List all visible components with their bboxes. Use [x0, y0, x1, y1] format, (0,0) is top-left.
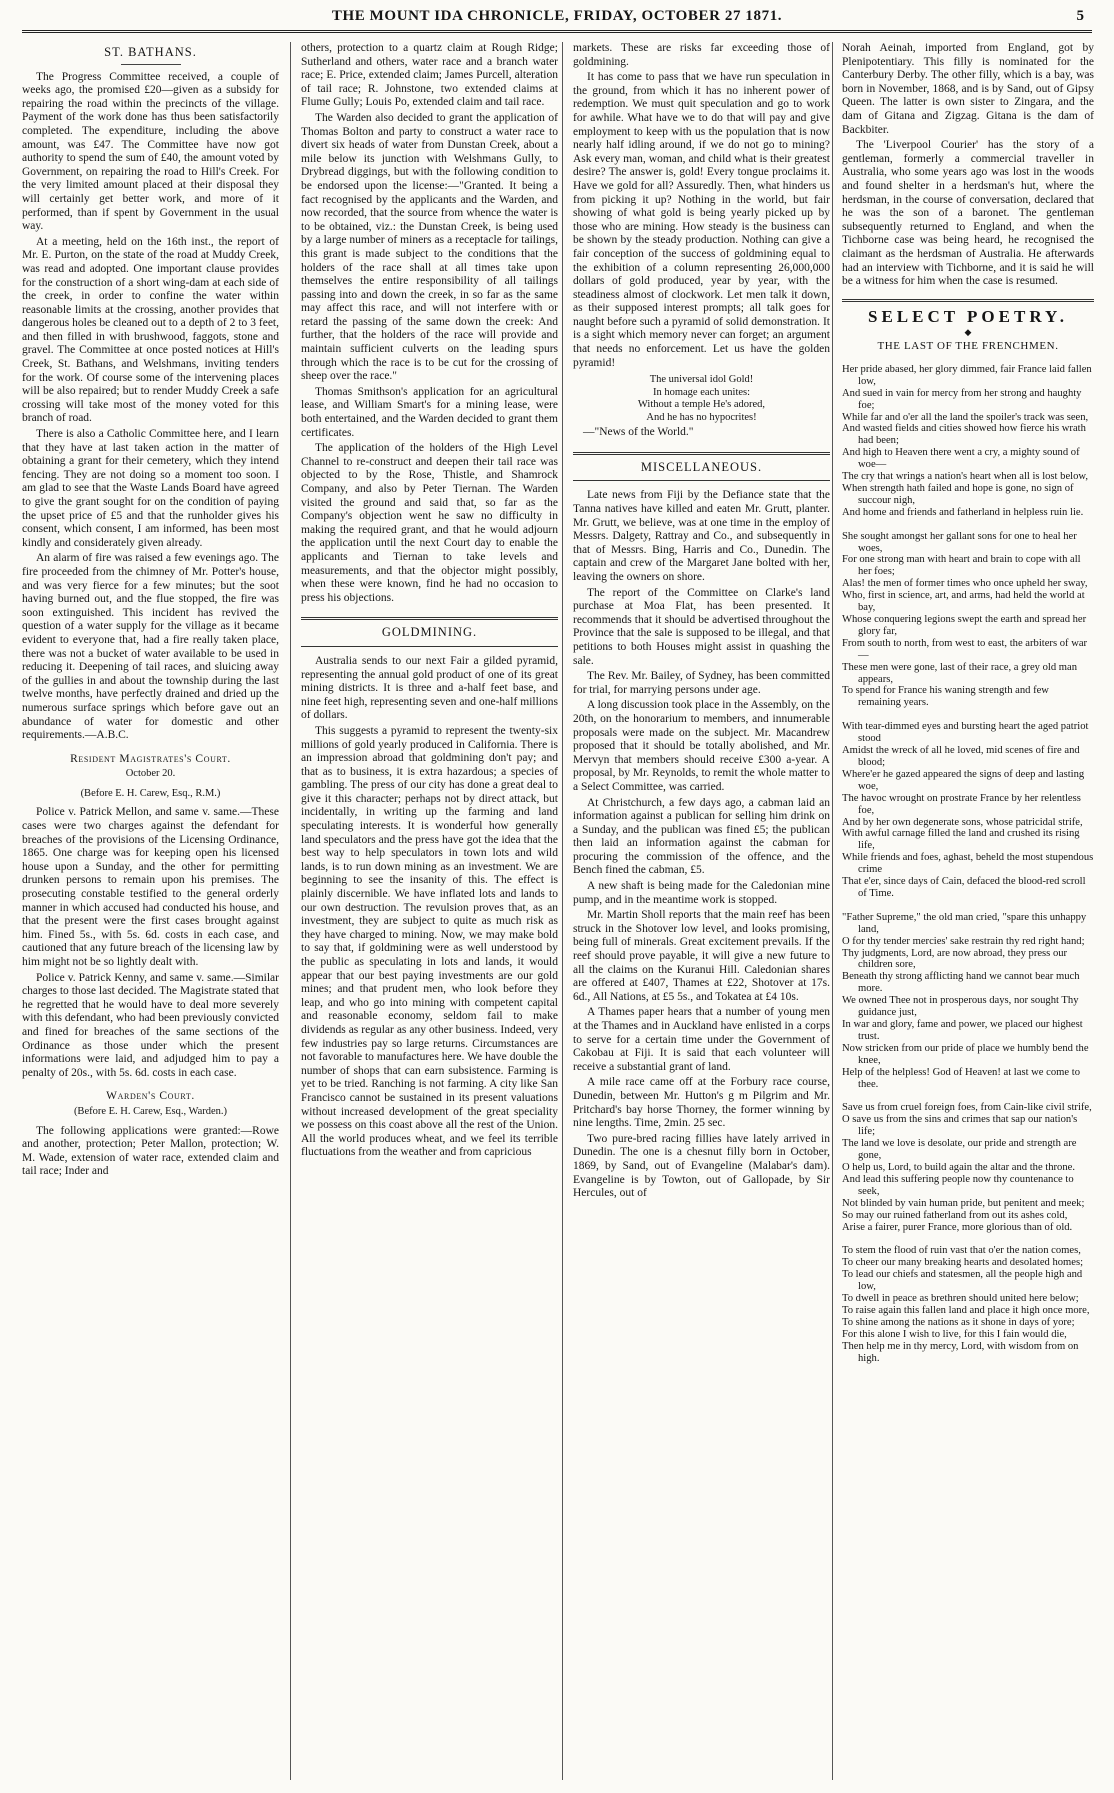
poem-line: Where'er he gazed appeared the signs of deep and lasting woe,	[842, 768, 1085, 792]
poem-body	[842, 364, 1094, 1365]
poem-line: Not blinded by vain human pride, but penitent and meek;	[842, 1197, 1085, 1209]
miscellaneous-heading: MISCELLANEOUS.	[573, 452, 830, 482]
poem-line: These men were gone, last of their race, a grey old man appears,	[842, 661, 1078, 685]
article-paragraph: A long discussion took place in the Assembly, on the 20th, on the honorarium to members, and innumerable proposals were made on the subject. Mr. Macandrew proposed that it should be totally abolished, and Mr. Mervyn that members should receive £300 a-year. A proposal, by Mr. Reynolds, to remit the whole matter to a Select Committee, was carried.	[573, 699, 830, 793]
column-rule	[562, 42, 563, 1780]
poem-line: She sought amongst her gallant sons for one to heal her woes,	[842, 530, 1077, 554]
poem-line: Arise a fairer, purer France, more glorious than of old.	[842, 1221, 1073, 1233]
article-paragraph: A new shaft is being made for the Caledonian mine pump, and in the meantime work is stopped.	[573, 880, 830, 906]
poem-line: To lead our chiefs and statesmen, all the people high and low,	[842, 1269, 1083, 1293]
poem-stanza	[842, 364, 1094, 519]
article-paragraph: Two pure-bred racing fillies have lately arrived in Dunedin. The one is a chesnut filly born in October, 1869, by Sand, out of Evangeline (Malabar's dam). Evangeline is by Towton, out of Gallopade, by Sir Hercules, out of	[573, 1132, 830, 1200]
poem-title: THE LAST OF THE FRENCHMEN.	[877, 340, 1059, 353]
verse-quote	[573, 374, 830, 424]
poem-line: Thy judgments, Lord, are now abroad, they press our children sore,	[842, 947, 1068, 971]
article-paragraph: The Warden also decided to grant the application of Thomas Bolton and party to construct a water race to divert six heads of water from Dunstan Creek, about a mile below its junction with Welshmans Gully, to Drybread diggings, but with the following condition to be endorsed upon the license:—"Granted. It being a fact recognised by the applicants and the Warden, and now recorded, that the source from whence the water is to be obtained, viz.: the Dunstan Creek, is being used by a large number of miners as a receptacle for tailings, this grant is made subject to the conditions that the holders of the race shall at all times take upon themselves the entire responsibility of all tailings passing into and down the creek, in so far as the same may affect this race, and will not interfere with or retard the passing of the same down the creek: And further, that the holders of the race will provide and maintain sufficient culverts on the leading spurs through which the race is to be cut for the crossing of sheep over the race."	[301, 111, 558, 383]
st-bathans-heading: ST. BATHANS.	[104, 45, 197, 59]
poem-line: And wasted fields and cities showed how fierce his wrath had been;	[842, 423, 1086, 447]
article-paragraph: markets. These are risks far exceeding those of goldmining.	[573, 42, 830, 68]
poem-line: To cheer our many breaking hearts and desolated homes;	[842, 1257, 1084, 1269]
poem-line: O for thy tender mercies' sake restrain thy red right hand;	[842, 935, 1085, 947]
article-paragraph: The application of the holders of the High Level Channel to re-construct and deepen their tail race was objected to by the Rose, Thistle, and Shamrock Company, and also by Peter Tiernan. The Warden visited the ground and said that, so far as the Company's objection went he saw no difficulty in making the required grant, and that he would adjourn the application until the next Court day to enable the applicants and Tiernan to take levels and measurements, and that the objector might possibly, when these were known, find he had no occasion to press his objections.	[301, 442, 558, 604]
article-paragraph: Norah Aeinah, imported from England, got by Plenipotentiary. This filly is nominated for the Canterbury Derby. The other filly, which is a bay, was born in November, 1868, and is by Sand, out of Gipsy Queen. The latter is own sister to Zingara, and the dam of Gitana and Zigzag. Gitana is the dam of Backbiter.	[842, 42, 1094, 136]
poem-line: To stem the flood of ruin vast that o'er the nation comes,	[842, 1245, 1081, 1257]
poem-line: We owned Thee not in prosperous days, nor sought Thy guidance just,	[842, 995, 1079, 1019]
poem-stanza	[842, 912, 1094, 1091]
poem-line: With tear-dimmed eyes and bursting heart the aged patriot stood	[842, 721, 1089, 745]
poem-line: From south to north, from west to east, the arbiters of war—	[842, 637, 1088, 661]
page-title: THE MOUNT IDA CHRONICLE, FRIDAY, OCTOBER 27 1871.	[331, 8, 783, 24]
poem-line: When strength hath failed and hope is gone, no sign of succour nigh,	[842, 482, 1074, 506]
poem-stanza	[842, 721, 1094, 900]
poem-line: And sued in vain for mercy from her strong and haughty foe;	[842, 387, 1082, 411]
verse-line: And he has no hypocrites!	[646, 411, 757, 423]
poem-line: So may our ruined fatherland from out its ashes cold,	[842, 1209, 1068, 1221]
poem-line: And home and friends and fatherland in helpless ruin lie.	[842, 506, 1084, 518]
poem-line: O save us from the sins and crimes that sap our nation's life;	[842, 1114, 1078, 1138]
poem-line: Beneath thy strong afflicting hand we cannot bear much more.	[842, 971, 1080, 995]
poem-line: While far and o'er all the land the spoiler's track was seen,	[842, 411, 1089, 423]
poem-line: "Father Supreme," the old man cried, "spare this unhappy land,	[842, 911, 1087, 935]
poem-line: The havoc wrought on prostrate France by her relentless foe,	[842, 792, 1081, 816]
poem-line: In war and glory, fame and power, we placed our highest trust.	[842, 1019, 1083, 1042]
poem-line: And lead this suffering people now thy countenance to seek,	[842, 1173, 1074, 1197]
column-3	[573, 42, 830, 1780]
column-rule	[290, 42, 291, 1780]
poem-line: Alas! the men of former times who once upheld her sway,	[842, 578, 1088, 590]
column-4	[842, 42, 1094, 1780]
poem-line: O help us, Lord, to build again the altar and the throne.	[842, 1161, 1076, 1173]
poem-line: That e'er, since days of Cain, defaced the blood-red scroll of Time.	[842, 876, 1086, 899]
article-paragraph: Australia sends to our next Fair a gilded pyramid, representing the annual gold product of one of its great mining districts. It is three and a-half feet base, and nine feet high, representing seven and one-half millions of dollars.	[301, 654, 558, 722]
poem-line: Her pride abased, her glory dimmed, fair France laid fallen low,	[842, 363, 1092, 387]
poem-line: The land we love is desolate, our pride and strength are gone,	[842, 1138, 1077, 1162]
article-paragraph: This suggests a pyramid to represent the twenty-six millions of gold yearly produced in California. There is an impression abroad that goldmining don't pay; and that as to business, it is extra hazardous; a species of gambling. The press of our city has done a great deal to give it this character; perhaps not by direct attack, but incidentally, in writing up the farming and land speculating interests. It is wonderful how generally land speculators and the press have got the idea that the best way to help speculators in town lots and wild lands, is to run down mining as an investment. We are beginning to see the insanity of this. The effect is plainly discernible. We have inflated lots and lands to our own destruction. The revulsion proves that, as an investment, they are subject to quite as much risk as they have charged to mining. Now, we may make bold to say that, if goldmining were as well understood by the public as speculating in lots and lands, it would appear that our best paying investments are our gold mines; and that prudent men, who look before they leap, and who go into mining with competent capital and reasonable economy, seldom fail to make dividends as regular as any other business. Indeed, very few industries pay so large returns. Circumstances are not favorable to manufactures here. We have double the number of shops that can earn subsistence. Farming is yet to be tried. Ranching is not farming. A city like San Francisco cannot be sustained in its present valuations without increased development of the great speciality we possess on this coast above all the rest of the Union. All the world produces wheat, and we feel its terrible fluctuations from the weather and from capricious	[301, 724, 558, 1159]
column-2	[301, 42, 558, 1780]
poem-line: And high to Heaven there went a cry, a mighty sound of woe—	[842, 447, 1080, 471]
poem-line: Help of the helpless! God of Heaven! at last we come to thee.	[842, 1066, 1080, 1090]
article-paragraph: Mr. Martin Sholl reports that the main reef has been struck in the Shotover low level, and looks promising, being full of minerals. Great excitement prevails. If the reef should prove payable, it will give a new future to all the claims on the Kuranui Hill. Caledonian shares are offered at £407, Thames at £22, Shotover at 17s. 6d., All Nations, at £5 5s., and Tokatea at £4 10s.	[573, 909, 830, 1003]
poem-line: Whose conquering legions swept the earth and spread her glory far,	[842, 614, 1087, 637]
article-paragraph: At a meeting, held on the 16th inst., the report of Mr. E. Purton, on the state of the road at Muddy Creek, was read and adopted. One important clause provides for the construction of a short wing-dam at each side of the creek, in order to confine the water within reasonable limits at the crossing, another provides that dangerous holes be cleaned out to a depth of 2 to 3 feet, and then filled in with brushwood, faggots, stone and gravel. The Committee at once posted notices at Hill's Creek, St. Bathans, and Welshmans, inviting tenders for the work. Of course some of the intervening places will be also repaired; but to render Muddy Creek a safe crossing will take most of the money voted for this branch of road.	[22, 235, 279, 425]
poem-line: Amidst the wreck of all he loved, mid scenes of fire and blood;	[842, 745, 1080, 768]
divider	[121, 64, 181, 65]
wardens-court-presiding: (Before E. H. Carew, Esq., Warden.)	[73, 1105, 228, 1117]
poem-stanza	[842, 1245, 1094, 1364]
poem-line: To raise again this fallen land and place it high once more,	[842, 1304, 1090, 1316]
poem-line: With awful carnage filled the land and crushed its rising life,	[842, 828, 1080, 852]
poem-line: And by her own degenerate sons, whose patricidal strife,	[842, 816, 1083, 828]
article-paragraph: The 'Liverpool Courier' has the story of a gentleman, formerly a commercial traveller in Australia, who some years ago was lost in the woods and found shelter in a herdsman's hut, where the herdsman, in the course of conversation, declared that he was the son of a baronet. The gentleman subsequently returned to England, and when the Tichborne case was being heard, he recognised the claimant as the herdsman of Australia. He afterwards had an interview with Tichborne, and it is said he will be a witness for him when the case is resumed.	[842, 139, 1094, 288]
verse-line: Without a temple He's adored,	[637, 399, 766, 411]
poem-line: Now stricken from our pride of place we humbly bend the knee,	[842, 1042, 1089, 1066]
column-1	[22, 42, 279, 1780]
article-paragraph: The report of the Committee on Clarke's land purchase at Moa Flat, has been presented. It recommends that it should be advertised throughout the Province that the sale is supposed to be illegal, and that petitions to both Houses might assist in quashing the sale.	[573, 586, 830, 667]
article-paragraph: At Christchurch, a few days ago, a cabman laid an information against a publican for selling him drink on a Sunday, and the publican was fined £5; the publican then laid an information against the cabman for procuring the commission of the offence, and the Bench fined the cabman, £5.	[573, 796, 830, 877]
rm-court-presiding: (Before E. H. Carew, Esq., R.M.)	[80, 787, 221, 799]
poem-line: For this alone I wish to live, for this I fain would die,	[842, 1328, 1067, 1340]
article-paragraph: The Progress Committee received, a couple of weeks ago, the promised £20—given as a subsidy for repairing the road within the precincts of the village. Payment of the work done has thus been satisfactorily completed. The expenditure, including the above amount, was £47. The Committee have now got authority to spend the sum of £40, the amount voted by Government, on repairing the road to Hill's Creek. For the very limited amount placed at their disposal they will certainly get better work, and more of it performed, than if spent by Government in the usual way.	[22, 70, 279, 233]
wardens-court-heading: Warden's Court.	[106, 1090, 195, 1103]
goldmining-heading: GOLDMINING.	[301, 617, 558, 647]
article-paragraph: Thomas Smithson's application for an agricultural lease, and William Smart's for a mining lease, were both entertained, and the Warden decided to grant them certificates.	[301, 385, 558, 439]
article-paragraph: Late news from Fiji by the Defiance state that the Tanna natives have killed and eaten Mr. Grutt, planter. Mr. Grutt, we believe, was at one time in the employ of Messrs. Dalgety, Rattray and Co., and subsequently in that of Messrs. Bing, Harris and Co., Dunedin. The captain and crew of the Margaret Jane bolted with her, leaving the owners on shore.	[573, 489, 830, 583]
poem-line: For one strong man with heart and brain to cope with all her foes;	[842, 554, 1081, 578]
ornament-diamond-icon: ◆	[964, 327, 972, 338]
poem-line: To spend for France his waning strength and few remaining years.	[842, 685, 1049, 709]
poem-line: To shine among the nations as it shone in days of yore;	[842, 1316, 1075, 1328]
page-number: 5	[1076, 8, 1084, 24]
article-paragraph: others, protection to a quartz claim at Rough Ridge; Sutherland and others, water race and a branch water race; E. Price, extended claim; James Purcell, alteration of tail race; R. Johnstone, two extended claims at Flume Gully; Louis Po, extended claim and tail race.	[301, 42, 558, 109]
article-paragraph: The Rev. Mr. Bailey, of Sydney, has been committed for trial, for marrying persons under age.	[573, 670, 830, 696]
article-paragraph: A mile race came off at the Forbury race course, Dunedin, between Mr. Hutton's g m Pilgrim and Mr. Pritchard's bay horse Thorney, the former winning by nine lengths. Time, 2min. 25 sec.	[573, 1076, 830, 1130]
verse-attribution: —"News of the World."	[583, 426, 694, 439]
article-paragraph: Police v. Patrick Kenny, and same v. same.—Similar charges to those last decided. The Magistrate stated that he regretted that he would have to deal more severely with this defendant, who had been previously convicted and fined for breaches of the same sections of the Ordinance as those under which the present informations were laid, and adjudged him to pay a penalty of 20s., with 5s. 6d. costs in each case.	[22, 971, 279, 1079]
poem-line: The cry that wrings a nation's heart when all is lost below,	[842, 471, 1088, 483]
poem-line: To dwell in peace as brethren should united here below;	[842, 1293, 1079, 1305]
verse-line: In homage each unites:	[652, 386, 751, 398]
article-paragraph: Police v. Patrick Mellon, and same v. same.—These cases were two charges against the defendant for breaches of the provisions of the Licensing Ordinance, 1865. One charge was for keeping open his licensed house upon a Sunday, and the other for permitting drunken persons to remain upon his premises. The prosecuting constable testified to the general orderly manner in which accused had conducted his house, and that the present were the first cases brought against him. Fined 5s., with 5s. 6d. costs in each case, and cautioned that any future breach of the licensing law by him might not be so lightly dealt with.	[22, 806, 279, 968]
article-paragraph: A Thames paper hears that a number of young men at the Thames and in Auckland have enlisted in a corps to serve for a certain time under the Government of Cakobau at Fiji. It is said that each volunteer will receive a substantial grant of land.	[573, 1006, 830, 1073]
select-poetry-heading: SELECT POETRY.	[842, 299, 1094, 324]
poem-line: Save us from cruel foreign foes, from Cain-like civil strife,	[842, 1102, 1092, 1114]
article-paragraph: It has come to pass that we have run speculation in the ground, from which it has no inherent power of redemption. We must quit speculation and go to work for awhile. What have we to do that will pay and give employment to keep with us the population that is now nearly half idling around, if we do not go to mining? Ask every man, woman, and child what is their greatest desire? The answer is, gold! Every tongue proclaims it. Have we gold for all? Assuredly. Then, what hinders us from picking it up? Nothing in the world, but fair showing of what gold is being yearly picked up by those who are mining. How steady is the business can be shown by the steady production. Nothing can give a fair conception of the success of goldmining equal to the exhibition of a column representing 26,000,000 dollars of gold produced, year by year, with the steadiness almost of clockwork. Let men talk it down, as their supposed interest prompts; all talk goes for naught before such a pyramid of solid demonstration. It is a sight which memory never can forget; an argument that needs no enforcement. Let us have the golden pyramid!	[573, 71, 830, 369]
rm-court-date: October 20.	[125, 768, 176, 780]
article-paragraph: An alarm of fire was raised a few evenings ago. The fire proceeded from the chimney of Mr. Potter's house, and was very fierce for a few minutes; but the soot having burned out, and the flue stopped, the fire was soon extinguished. This incident has revived the question of a water supply for the village as it became evident to everyone that, had a fire really taken place, there was not a bucket of water available to be used in reducing it. Deepening of tail races, and sluicing away of the gullies in and about the township during the last twelve months, have perfectly drained and dried up the numerous surface springs which before gave out an abundance of water for domestic and other requirements.—A.B.C.	[22, 552, 279, 742]
poem-stanza	[842, 1102, 1094, 1233]
poem-line: Then help me in thy mercy, Lord, with wisdom from on high.	[842, 1340, 1079, 1364]
verse-line: The universal idol Gold!	[649, 374, 754, 386]
column-rule	[832, 42, 833, 1780]
article-paragraph: The following applications were granted:—Rowe and another, protection; Peter Mallon, protection; W. M. Wade, extension of water race, extended claim and tail race; Inder and	[22, 1124, 279, 1178]
rm-court-heading: Resident Magistrates's Court.	[70, 752, 231, 765]
masthead	[22, 8, 1092, 33]
poem-stanza	[842, 531, 1094, 710]
poem-line: While friends and foes, aghast, beheld the most stupendous crime	[842, 852, 1094, 876]
article-paragraph: There is also a Catholic Committee here, and I learn that they have at last taken action in the matter of obtaining a grant for their cemetery, which they intend fencing. They are not doing so a moment too soon. I am glad to see that the Waste Lands Board have agreed to give the grant sought for on the condition of paying the upset price of £5 and that the runholder gives his consent, which consent, I am informed, has been most kindly and considerately given already.	[22, 428, 279, 549]
poem-line: Who, first in science, art, and arms, had held the world at bay,	[842, 590, 1085, 614]
